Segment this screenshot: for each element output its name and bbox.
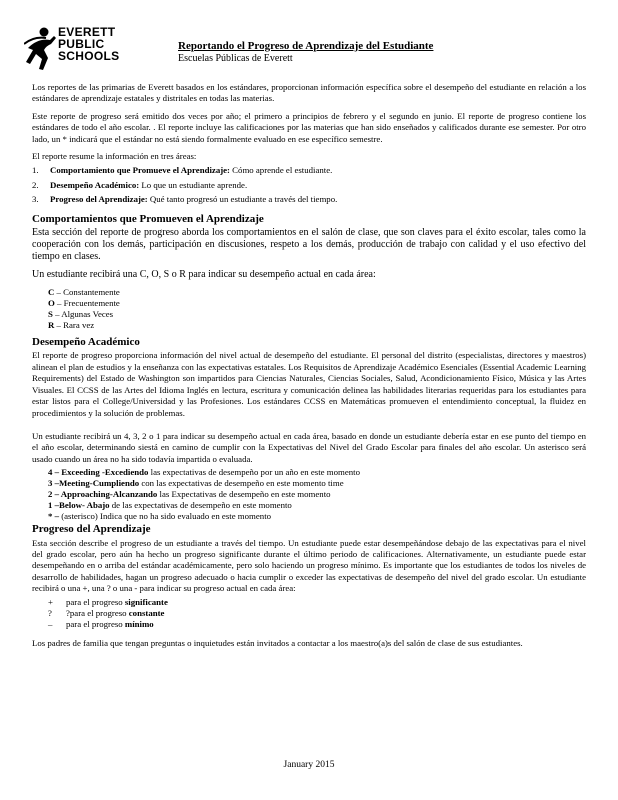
scale-item: * – (asterisco) Indica que no ha sido evaluado en este momento — [48, 511, 272, 522]
list-item: 1. Comportamiento que Promueve el Aprendizaje: Cómo aprende el estudiante. — [32, 165, 333, 176]
scale-item: 2 – Approaching-Alcanzando las Expectativas de desempeño en este momento — [48, 489, 331, 500]
scale-item: R – Rara vez — [48, 320, 95, 331]
section-heading-progress: Progreso del Aprendizaje — [32, 523, 151, 536]
scale-item: S – Algunas Veces — [48, 309, 114, 320]
list-item: 3. Progreso del Aprendizaje: Qué tanto progresó un estudiante a través del tiempo. — [32, 194, 338, 205]
runner-logo-icon — [24, 26, 58, 72]
scale-item: ? ?para el progreso constante — [48, 607, 165, 618]
scale-item: + para el progreso significante — [48, 596, 168, 607]
main-content — [32, 82, 586, 655]
progress-body: Esta sección describe el progreso de un estudiante a través del tiempo. Un estudiante puede estar desempeñándose debajo de las expectativas para el nivel del grado escolar, pero aún ha hecho un progreso significante durante el último periodo de calificaciones. Alternativamente, un estudiante puede estar desempeñando en o arriba del estándar académicamente, pero solo haciendo un progreso mínimo. Es importante que los estudiantes de todos los niveles de desarrollo de habilidades, hagan un progreso adecuado o hacia cumplir o exceder las expectativas de desempeño del nivel del grado escolar. Un estudiante recibirá o una +, una ? o una - para indicar su progreso actual en cada área: — [32, 537, 586, 594]
section-heading-behavior: Comportamientos que Promueven el Aprendizaje — [32, 212, 264, 225]
behavior-scale — [48, 287, 586, 331]
scale-item: C – Constantemente — [48, 287, 120, 298]
schedule-paragraph: Este reporte de progreso será emitido dos veces por año; el primero a principios de febrero y el segundo en junio. El reporte de progreso contiene los estándares de todo el año escolar. . El reporte incluye las calificaciones por las materias que han sido enseñados y calificados durante ese semester. Por otro lado, un * indicará que el estándar no está siendo formalmente evaluado en ese específico semestre. — [32, 110, 586, 144]
scale-item: 4 – Exceeding -Excediendo las expectativas de desempeño por un año en este momento — [48, 467, 360, 478]
scale-item: 1 –Below- Abajo de las expectativas de desempeño en este momento — [48, 500, 292, 511]
scale-item: O – Frecuentemente — [48, 298, 120, 309]
summary-intro: El reporte resume la información en tres áreas: — [32, 151, 197, 162]
behavior-scale-intro: Un estudiante recibirá una C, O, S o R para indicar su desempeño actual en cada área: — [32, 269, 376, 281]
scale-item: 3 –Meeting-Cumpliendo con las expectativas de desempeño en este momento time — [48, 478, 344, 489]
academic-scale — [48, 467, 586, 522]
areas-list — [32, 165, 586, 205]
intro-paragraph: Los reportes de las primarias de Everett basados en los estándares, proporcionan información específica sobre el desempeño del estudiante en relación a los estándares de aprendizaje estatales y distritales en todas las materias. — [32, 82, 586, 104]
footer-date: January 2015 — [283, 760, 335, 770]
page-title: Reportando el Progreso de Aprendizaje del Estudiante — [178, 40, 434, 52]
logo-line1: EVERETT — [58, 25, 116, 39]
everett-logo — [24, 24, 144, 82]
list-item: 2. Desempeño Académico: Lo que un estudiante aprende. — [32, 179, 248, 190]
logo-text — [58, 26, 119, 62]
closing-paragraph: Los padres de familia que tengan preguntas o inquietudes están invitados a contactar a los maestro(a)s del salón de clase de sus estudiantes. — [32, 637, 523, 648]
progress-scale — [48, 597, 586, 630]
logo-line2: PUBLIC — [58, 37, 105, 51]
section-heading-academic: Desempeño Académico — [32, 336, 140, 349]
scale-item: – para el progreso mínimo — [48, 618, 154, 629]
logo-line3: SCHOOLS — [58, 49, 120, 63]
behavior-body: Esta sección del reporte de progreso aborda los comportamientos en el salón de clase, que son claves para el éxito escolar, tales como la cooperación con los demás, participación en discusiones, respeto a los demás, producción de trabajo con calidad y el uso efectivo del tiempo en clases. — [32, 227, 586, 263]
academic-body: El reporte de progreso proporciona información del nivel actual de desempeño del estudiante. El personal del distrito (especialistas, directores y maestros) alinean el plan de estudios y la enseñanza con las expectativas estatales. Los Requisitos de Aprendizaje Académico Esenciales (Essential Academic Learning Requirements) del Estado de Washington son impartidos para Ciencias Naturales, Ciencias Sociales, Salud, Acondicionamiento Físico, Música y las Artes Visuales. El CCSS de las Artes del Idioma Inglés en lectura, escritura y comunicación delinea las habilidades literarias requeridas para los estudiantes para estar listos para el College/Universidad y las Profesiones. Los estándares CCSS en Matemáticas promueven el entendimiento conceptual, la fluidez en procedimientos y la solución de problemas. — [32, 350, 586, 418]
academic-body-2: Un estudiante recibirá un 4, 3, 2 o 1 para indicar su desempeño actual en cada área, basado en donde un estudiante debería estar en ese punto del tiempo en el año escolar, determinando siestá en camino de cumplir con la Expectativas del Nivel del Grado Escolar para finales del año escolar. Un asterisco será usado cuando un área no ha sido todavía impartida o evaluada. — [32, 430, 586, 464]
page-subtitle: Escuelas Públicas de Everett — [178, 53, 293, 64]
